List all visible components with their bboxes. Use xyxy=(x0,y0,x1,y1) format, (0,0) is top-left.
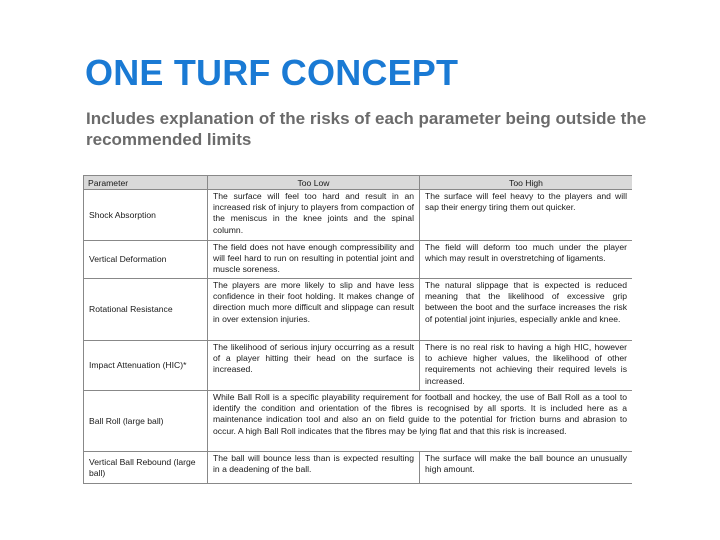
row-too-low: The ball will bounce less than is expected resulting in a deadening of the ball. xyxy=(208,452,420,484)
row-parameter: Impact Attenuation (HIC)* xyxy=(84,341,208,391)
slide-title: ONE TURF CONCEPT xyxy=(85,52,459,93)
row-parameter: Ball Roll (large ball) xyxy=(84,391,208,452)
table-header-row xyxy=(84,176,633,190)
table-row xyxy=(84,241,633,279)
table-row xyxy=(84,391,633,452)
table-row xyxy=(84,341,633,391)
row-merged-description: While Ball Roll is a specific playability requirement for football and hockey, the use of Ball Roll as a tool to identify the condition and orientation of the fibres is recognised by all sports. It is included here as a maintenance indication tool and also an on field guide to the potential for friction burns and abrasion to occur. A high Ball Roll indicates that the fibres may be lying flat and that this risk is increased. xyxy=(208,391,633,452)
row-too-low: The likelihood of serious injury occurring as a result of a player hitting their head on the surface is increased. xyxy=(208,341,420,391)
row-too-high: The field will deform too much under the player which may result in overstretching of ligaments. xyxy=(420,241,633,279)
row-too-high: The natural slippage that is expected is reduced meaning that the likelihood of excessive grip between the boot and the surface increases the risk of potential joint injuries, especially ankle and knee. xyxy=(420,279,633,341)
table-row xyxy=(84,452,633,484)
table-row xyxy=(84,190,633,241)
header-parameter: Parameter xyxy=(84,176,208,190)
row-too-low: The players are more likely to slip and have less confidence in their foot holding. It makes change of direction much more difficult and slippage can result in over extension injuries. xyxy=(208,279,420,341)
row-parameter: Vertical Deformation xyxy=(84,241,208,279)
row-too-low: The field does not have enough compressibility and will feel hard to run on resulting in potential joint and muscle soreness. xyxy=(208,241,420,279)
row-too-high: There is no real risk to having a high HIC, however to achieve higher values, the likelihood of other requirements not achieving their required levels is increased. xyxy=(420,341,633,391)
row-too-low: The surface will feel too hard and result in an increased risk of injury to players from compaction of the meniscus in the knee joints and the spinal column. xyxy=(208,190,420,241)
table-row xyxy=(84,279,633,341)
row-parameter: Rotational Resistance xyxy=(84,279,208,341)
row-too-high: The surface will make the ball bounce an unusually high amount. xyxy=(420,452,633,484)
row-too-high: The surface will feel heavy to the players and will sap their energy tiring them out quicker. xyxy=(420,190,633,241)
parameter-risk-table xyxy=(83,175,632,492)
row-parameter: Vertical Ball Rebound (large ball) xyxy=(84,452,208,484)
header-too-high: Too High xyxy=(420,176,633,190)
header-too-low: Too Low xyxy=(208,176,420,190)
slide-subtitle: Includes explanation of the risks of each parameter being outside the recommended limits xyxy=(86,109,647,149)
row-parameter: Shock Absorption xyxy=(84,190,208,241)
